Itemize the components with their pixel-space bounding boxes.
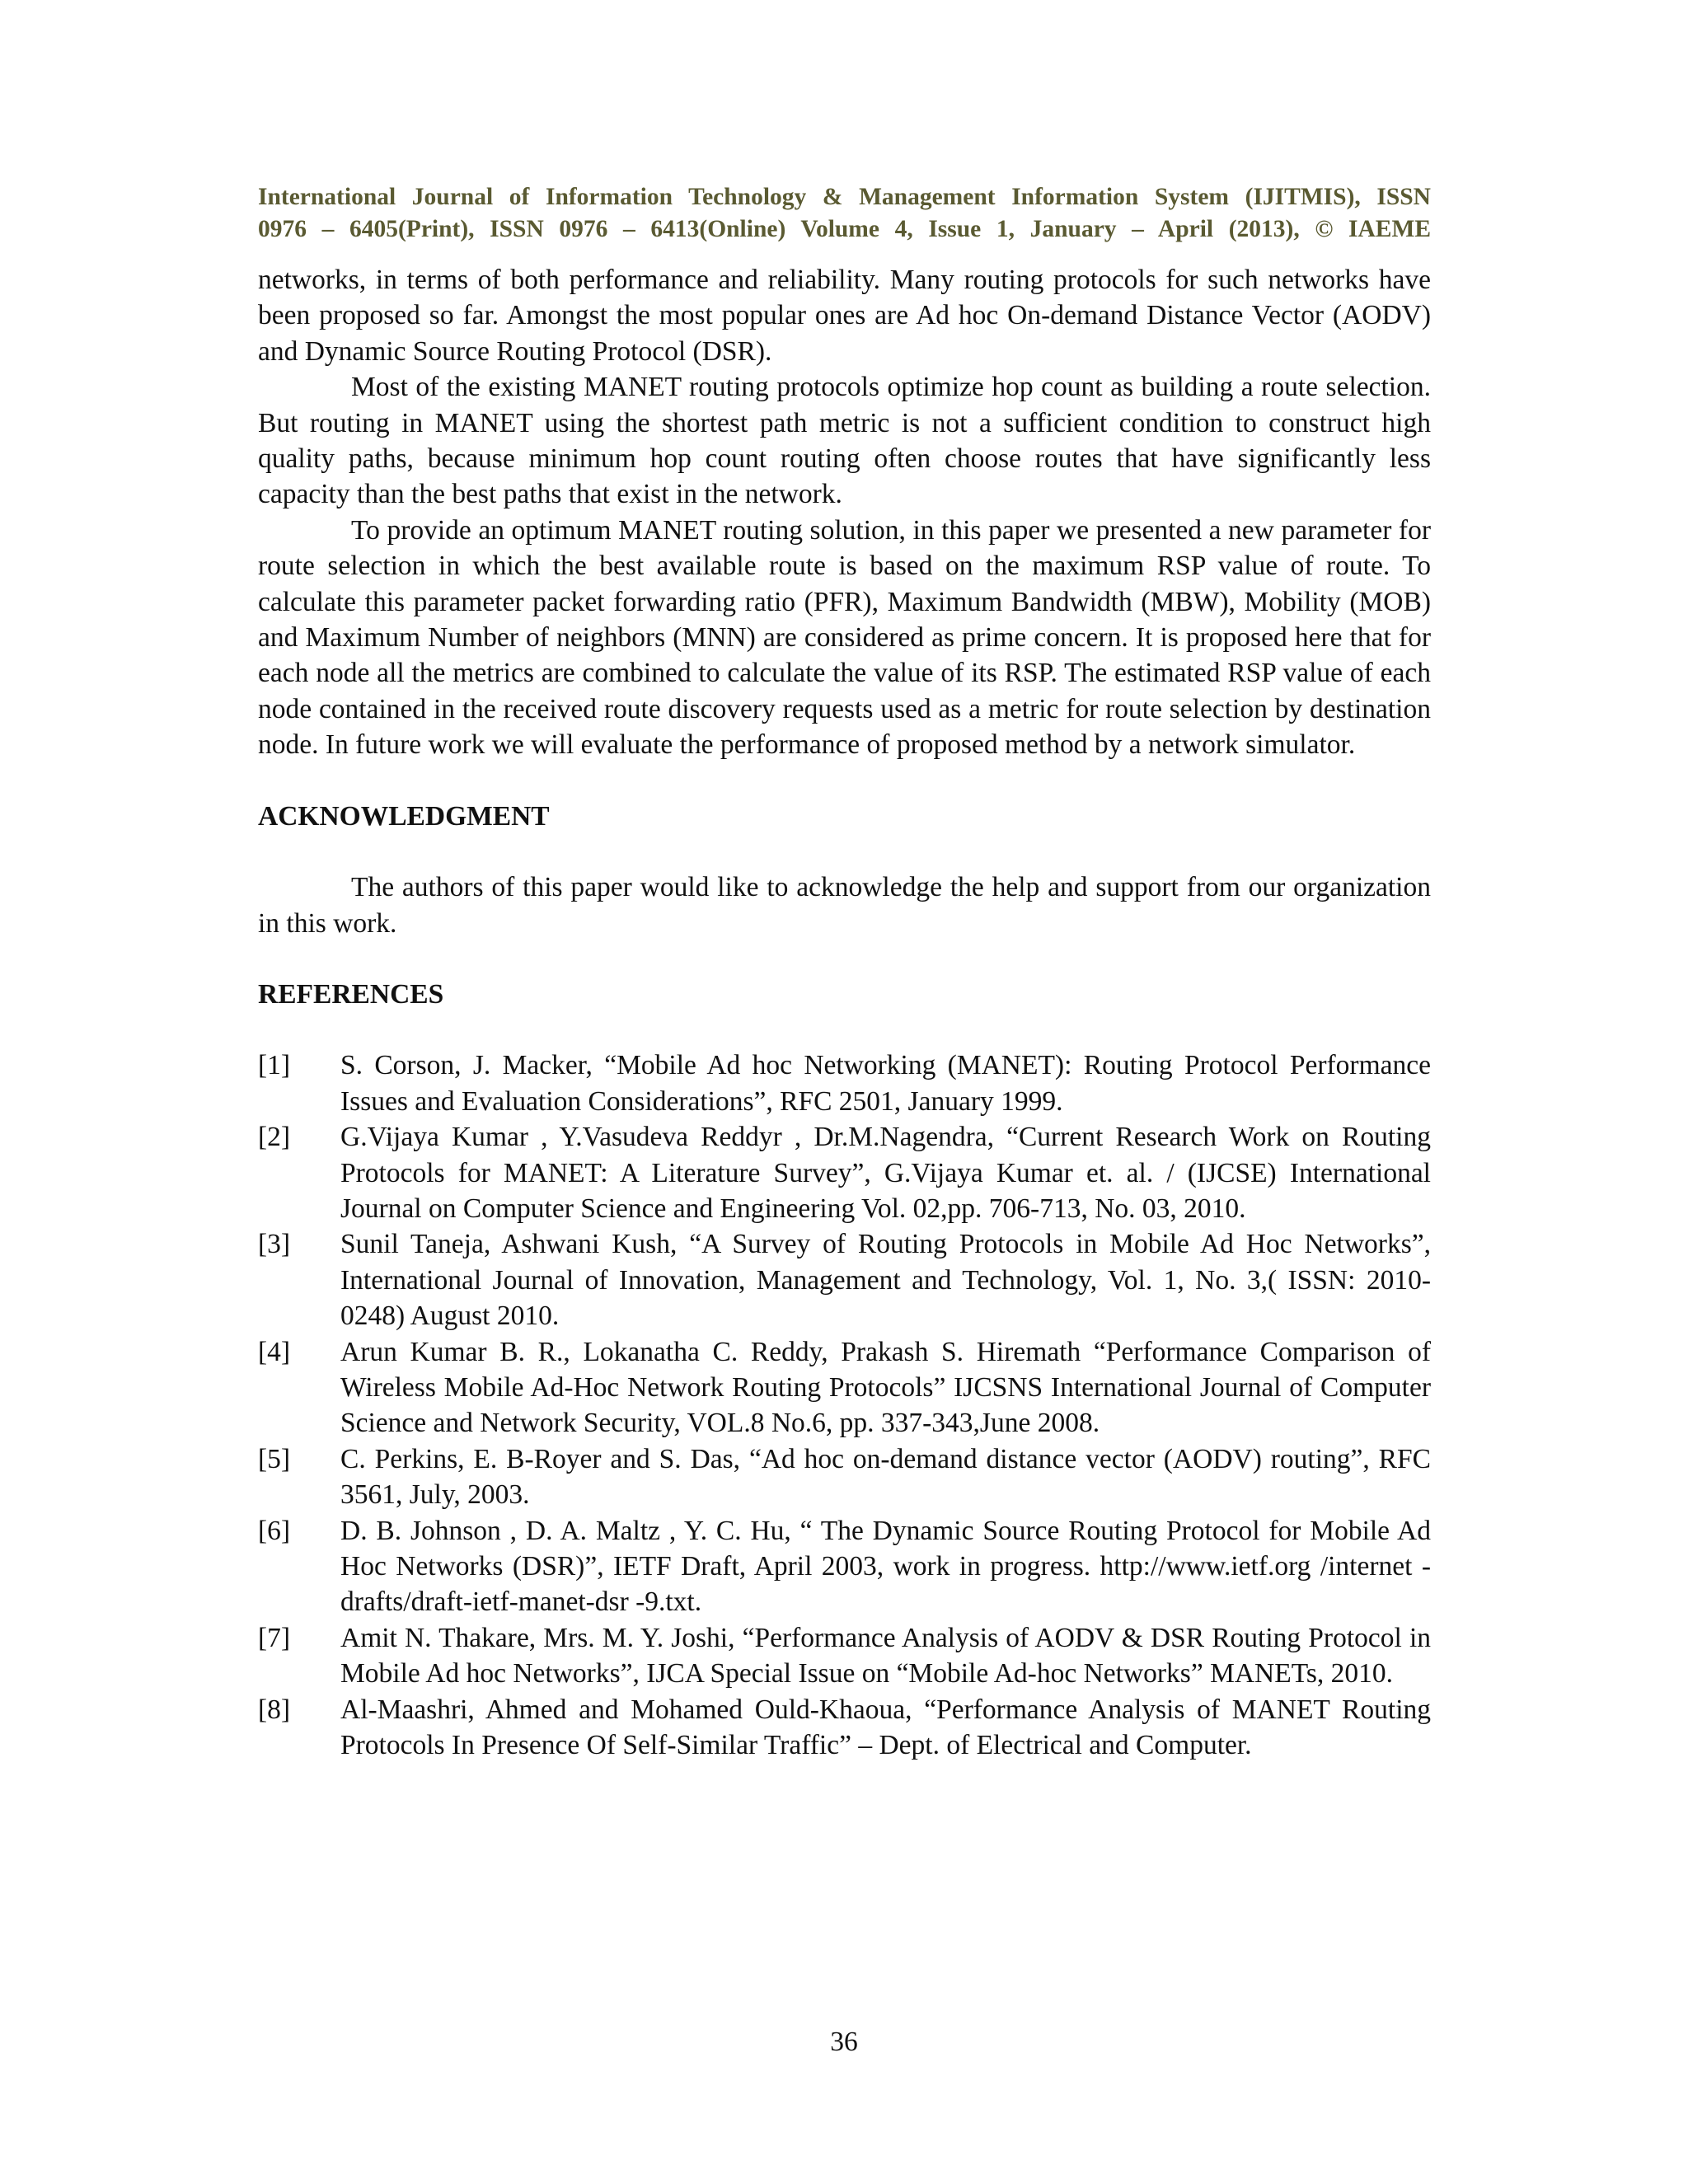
references-list [258,1047,1431,1763]
reference-number: [8] [258,1694,291,1725]
reference-text: Amit N. Thakare, Mrs. M. Y. Joshi, “Performance Analysis of AODV & DSR Routing Protocol in Mobile Ad hoc Networks”, IJCA Special Issue on “Mobile Ad-hoc Networks” MANETs, 2010. [340,1622,1431,1690]
reference-number: [6] [258,1515,291,1546]
reference-text: C. Perkins, E. B-Royer and S. Das, “Ad hoc on-demand distance vector (AODV) routing”, RFC 3561, July, 2003. [340,1443,1431,1511]
reference-number: [5] [258,1443,291,1474]
reference-number: [4] [258,1336,291,1367]
reference-item-4 [258,1334,1431,1441]
reference-number: [2] [258,1122,291,1153]
reference-text: Sunil Taneja, Ashwani Kush, “A Survey of Routing Protocols in Mobile Ad Hoc Networks”, International Journal of Innovation, Management and Technology, Vol. 1, No. 3,( ISSN: 2010-0248) August 2010. [340,1229,1431,1332]
acknowledgment-heading: ACKNOWLEDGMENT [258,800,550,832]
references-heading: REFERENCES [258,978,444,1010]
reference-item-5 [258,1441,1431,1513]
reference-item-2 [258,1119,1431,1226]
body-paragraph-2: Most of the existing MANET routing protocols optimize hop count as building a route selection. But routing in MANET using the shortest path metric is not a sufficient condition to construct high quality paths, because minimum hop count routing often choose routes that have significantly less capacity than the best paths that exist in the network. [258,372,1431,510]
reference-item-8 [258,1692,1431,1764]
reference-text: D. B. Johnson , D. A. Maltz , Y. C. Hu, “ The Dynamic Source Routing Protocol for Mobile Ad Hoc Networks (DSR)”, IETF Draft, April 2003, work in progress. http://www.ietf.org /internet -drafts/draft-ietf-manet-dsr -9.txt. [340,1515,1431,1618]
reference-text: S. Corson, J. Macker, “Mobile Ad hoc Networking (MANET): Routing Protocol Performance Issues and Evaluation Considerations”, RFC 2501, January 1999. [340,1050,1431,1117]
acknowledgment-text: The authors of this paper would like to acknowledge the help and support from our organization in this work. [258,872,1431,939]
reference-number: [1] [258,1050,291,1081]
body-paragraph-1: networks, in terms of both performance and reliability. Many routing protocols for such networks have been proposed so far. Amongst the most popular ones are Ad hoc On-demand Distance Vector (AODV) and Dynamic Source Routing Protocol (DSR). [258,265,1431,367]
paper-page [258,181,1431,1763]
journal-header-line-1: International Journal of Information Technology & Management Information System (IJITMIS), ISSN [258,184,1431,210]
journal-header-line-2: 0976 – 6405(Print), ISSN 0976 – 6413(Online) Volume 4, Issue 1, January – April (2013), © IAEME [258,216,1431,242]
reference-text: G.Vijaya Kumar , Y.Vasudeva Reddyr , Dr.M.Nagendra, “Current Research Work on Routing Protocols for MANET: A Literature Survey”, G.Vijaya Kumar et. al. / (IJCSE) International Journal on Computer Science and Engineering Vol. 02,pp. 706-713, No. 03, 2010. [340,1122,1431,1224]
reference-item-3 [258,1226,1431,1333]
reference-number: [3] [258,1229,291,1260]
reference-number: [7] [258,1622,291,1653]
reference-item-6 [258,1513,1431,1620]
reference-text: Al-Maashri, Ahmed and Mohamed Ould-Khaoua, “Performance Analysis of MANET Routing Protocols In Presence Of Self-Similar Traffic” – Dept. of Electrical and Computer. [340,1694,1431,1761]
reference-item-1 [258,1047,1431,1119]
journal-header [258,181,1431,246]
reference-item-7 [258,1620,1431,1692]
reference-text: Arun Kumar B. R., Lokanatha C. Reddy, Prakash S. Hiremath “Performance Comparison of Wireless Mobile Ad-Hoc Network Routing Protocols” IJCSNS International Journal of Computer Science and Network Security, VOL.8 No.6, pp. 337-343,June 2008. [340,1336,1431,1439]
page-number: 36 [830,2027,858,2057]
body-paragraph-3: To provide an optimum MANET routing solution, in this paper we presented a new parameter for route selection in which the best available route is based on the maximum RSP value of route. To calculate this parameter packet forwarding ratio (PFR), Maximum Bandwidth (MBW), Mobility (MOB) and Maximum Number of neighbors (MNN) are considered as prime concern. It is proposed here that for each node all the metrics are combined to calculate the value of its RSP. The estimated RSP value of each node contained in the received route discovery requests used as a metric for route selection by destination node. In future work we will evaluate the performance of proposed method by a network simulator. [258,514,1431,761]
